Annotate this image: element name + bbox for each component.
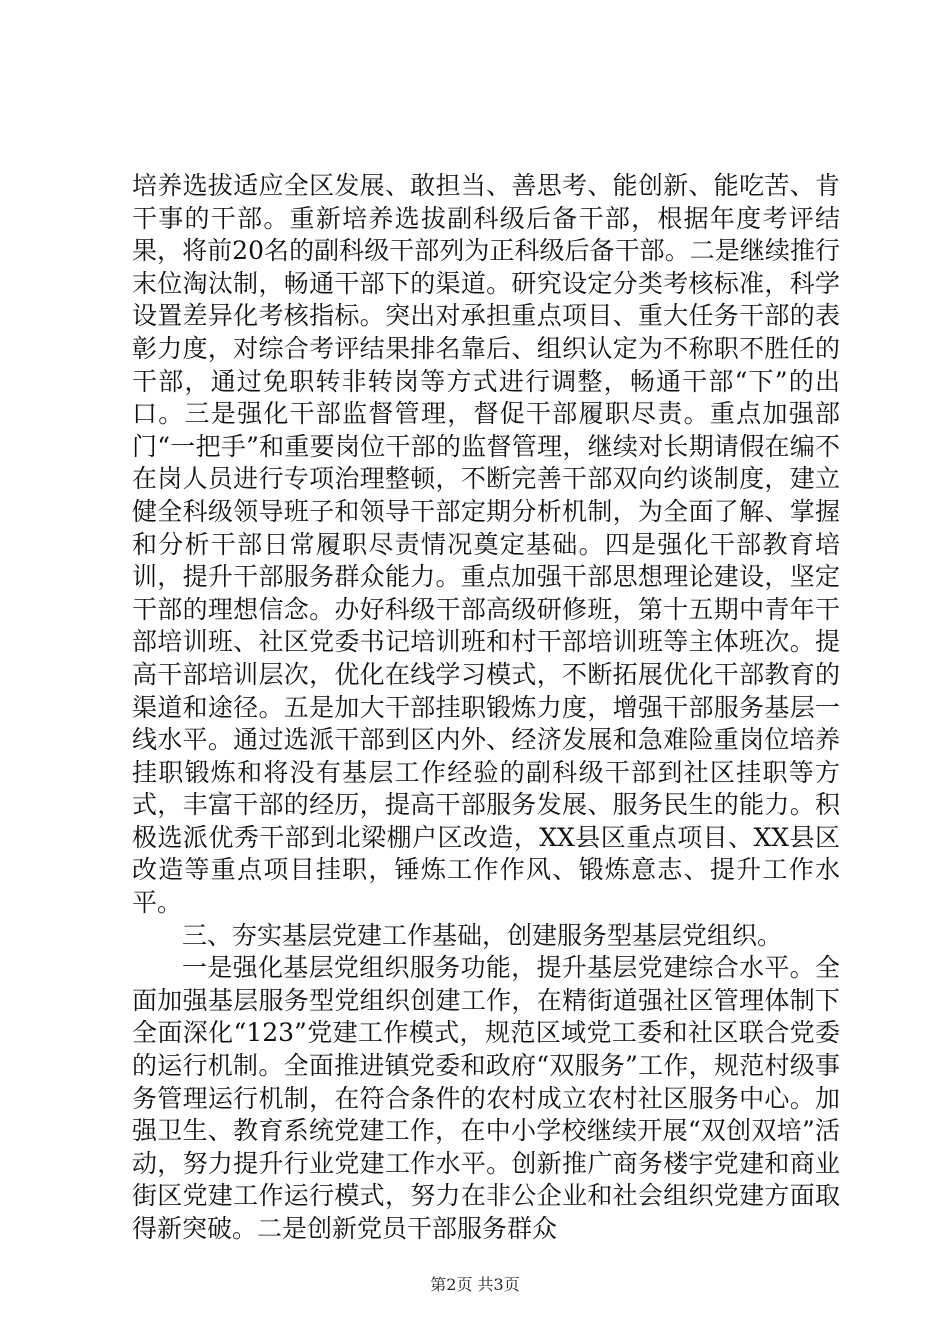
paragraph-section-three: 一是强化基层党组织服务功能，提升基层党建综合水平。全面加强基层服务型党组织创建工作，在精街道强社区管理体制下全面深化“123”党建工作模式，规范区域党工委和社区联合党委的运行机制。全面推进镇党委和政府“双服务”工作，规范村级事务管理运行机制，在符合条件的农村成立农村社区服务中心。加强卫生、教育系统党建工作，在中小学校继续开展“双创双培”活动，努力提升行业党建工作水平。创新推广商务楼宇党建和商业街区党建工作运行模式，努力在非公企业和社会组织党建方面取得新突破。二是创新党员干部服务群众: [132, 953, 840, 1243]
document-body: [132, 170, 840, 1246]
page-number-footer: 第2页 共3页: [430, 1275, 520, 1294]
section-heading: 三、夯实基层党建工作基础，创建服务型基层党组织。: [182, 920, 783, 950]
paragraph-continuation: 培养选拔适应全区发展、敢担当、善思考、能创新、能吃苦、肯干事的干部。重新培养选拔副科级后备干部，根据年度考评结果，将前20名的副科级干部列为正科级后备干部。二是继续推行末位淘汰制，畅通干部下的渠道。研究设定分类考核标准，科学设置差异化考核指标。突出对承担重点项目、重大任务干部的表彰力度，对综合考评结果排名靠后、组织认定为不称职不胜任的干部，通过免职转非转岗等方式进行调整，畅通干部“下”的出口。三是强化干部监督管理，督促干部履职尽责。重点加强部门“一把手”和重要岗位干部的监督管理，继续对长期请假在编不在岗人员进行专项治理整顿，不断完善干部双向约谈制度，建立健全科级领导班子和领导干部定期分析机制，为全面了解、掌握和分析干部日常履职尽责情况奠定基础。四是强化干部教育培训，提升干部服务群众能力。重点加强干部思想理论建设，坚定干部的理想信念。办好科级干部高级研修班，第十五期中青年干部培训班、社区党委书记培训班和村干部培训班等主体班次。提高干部培训层次，优化在线学习模式，不断拓展优化干部教育的渠道和途径。五是加大干部挂职锻炼力度，增强干部服务基层一线水平。通过选派干部到区内外、经济发展和急难险重岗位培养挂职锻炼和将没有基层工作经验的副科级干部到社区挂职等方式，丰富干部的经历，提高干部服务发展、服务民生的能力。积极选派优秀干部到北梁棚户区改造，XX县区重点项目、XX县区改造等重点项目挂职，锤炼工作作风、锻炼意志、提升工作水平。: [132, 171, 840, 918]
